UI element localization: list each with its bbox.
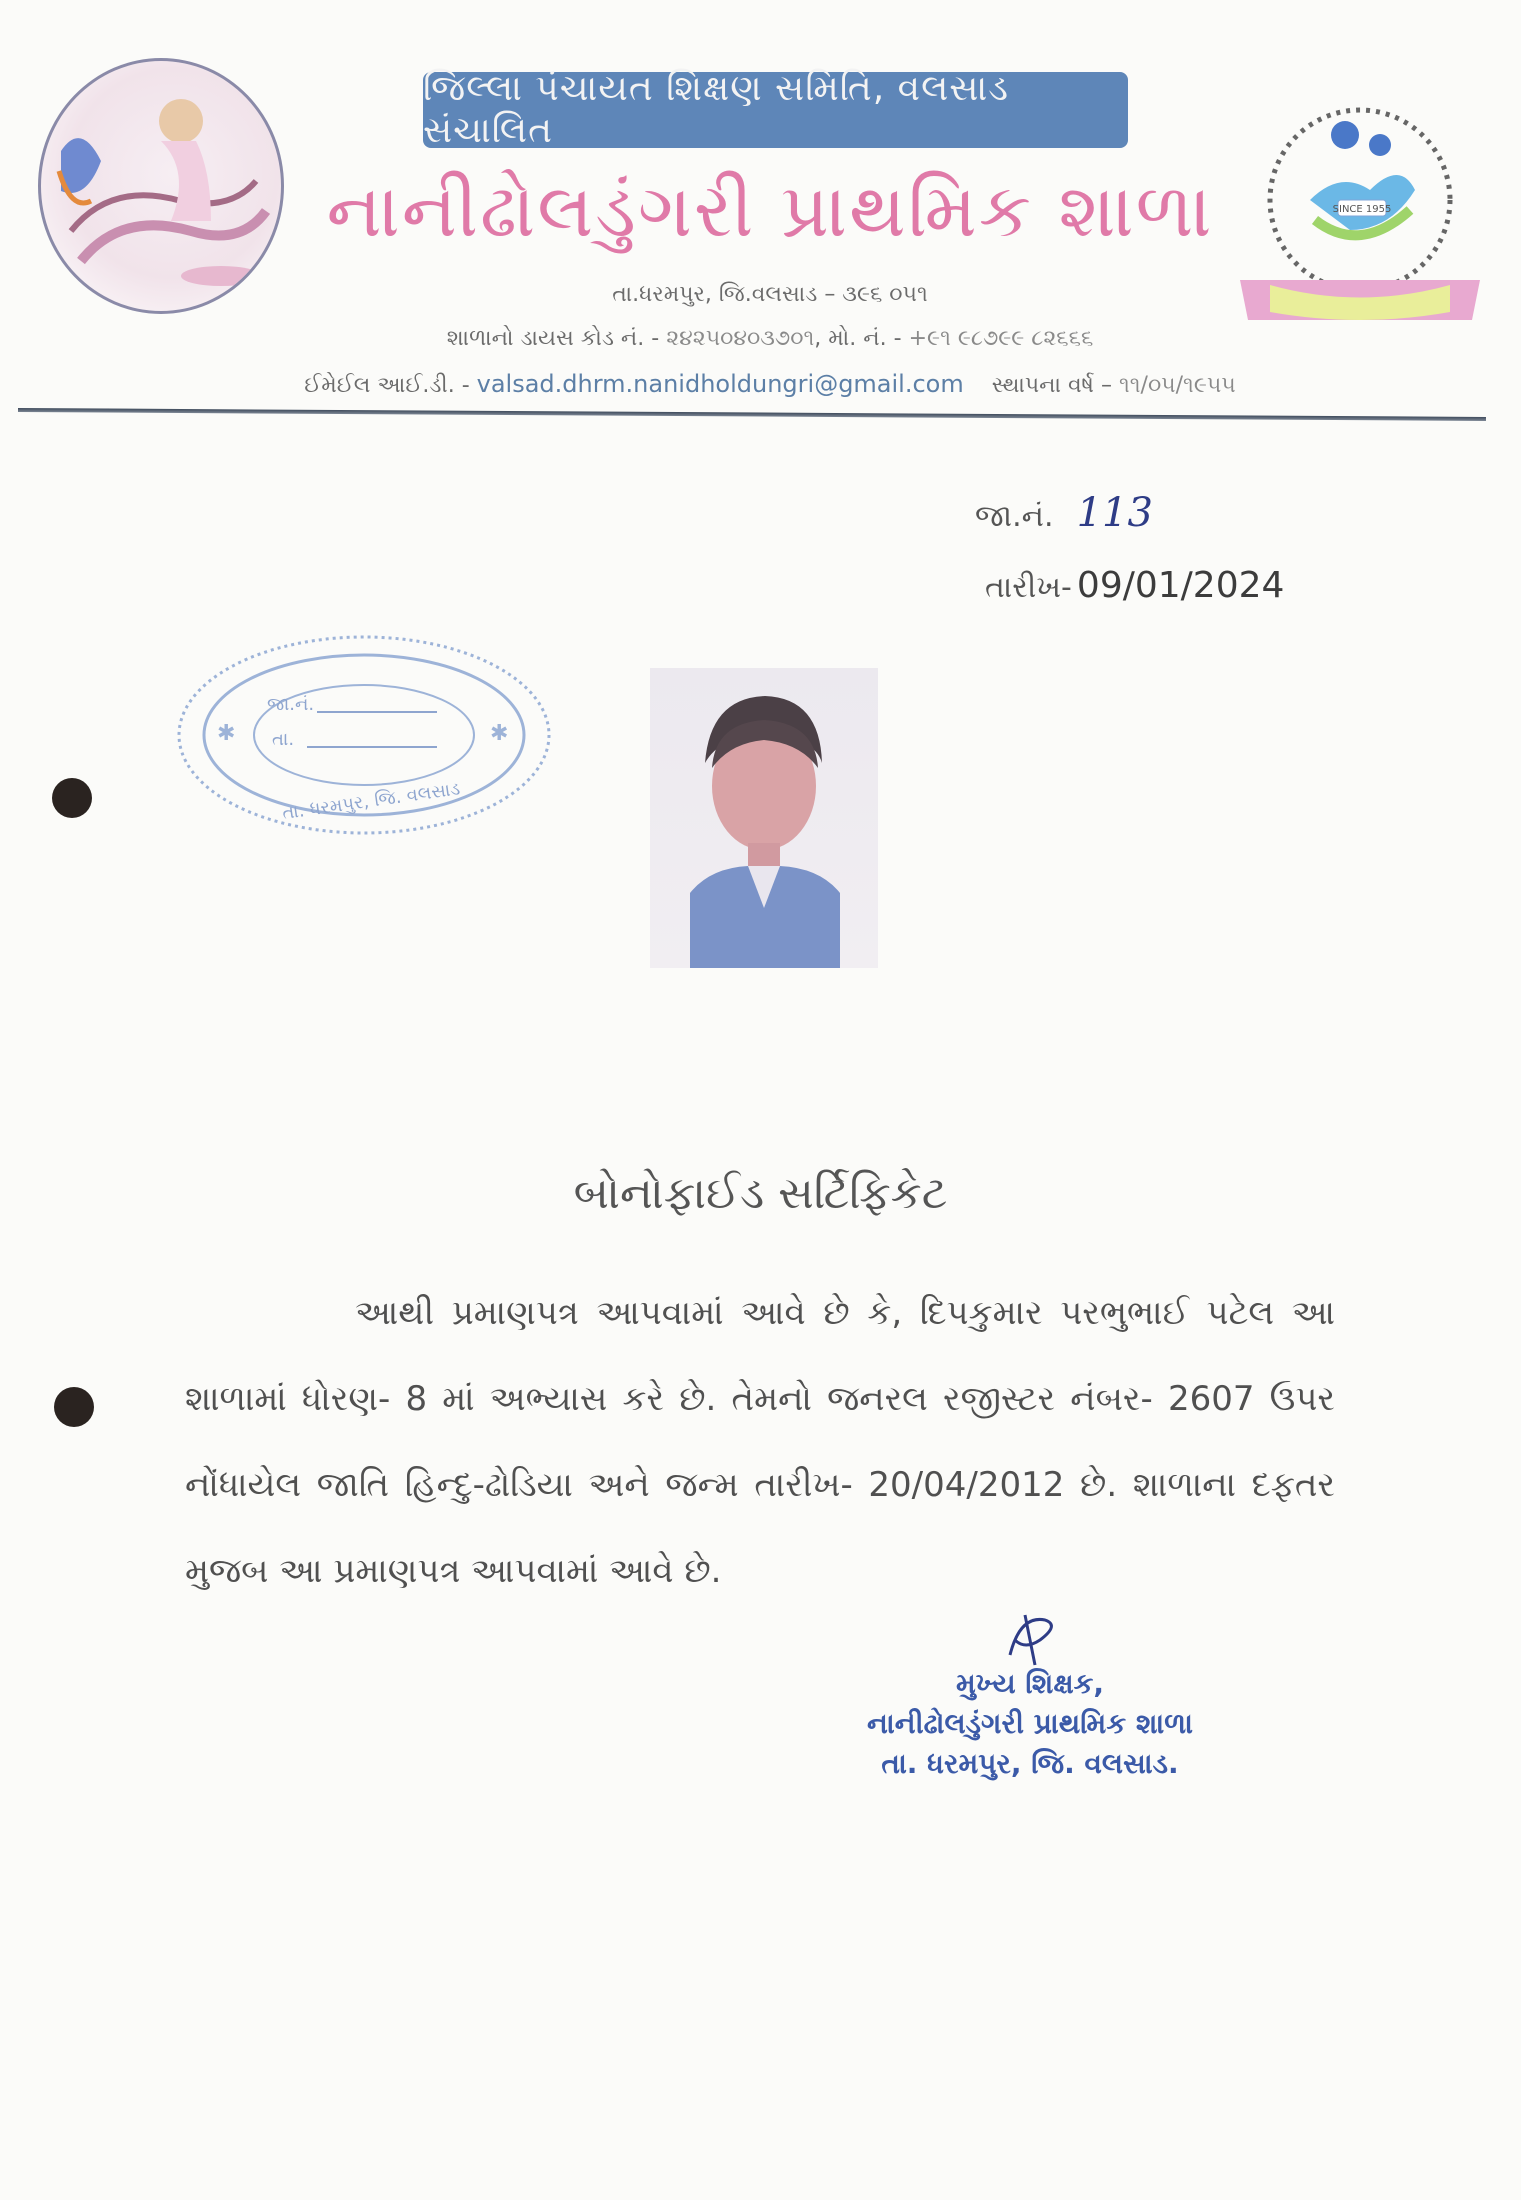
- emblem-since-text: SINCE 1955: [1332, 204, 1392, 215]
- saraswati-logo: [38, 58, 284, 314]
- issue-date: [985, 565, 1284, 606]
- header-divider: [18, 408, 1486, 421]
- svg-text:✱: ✱: [217, 721, 236, 746]
- school-emblem: [1240, 80, 1480, 350]
- signatory-school: નાનીઢોલડુંગરી પ્રાથમિક શાળા: [867, 1707, 1193, 1740]
- founded-year: ૧૧/૦૫/૧૯૫૫: [1118, 373, 1236, 398]
- stamp-ref-label: જા.નં.: [267, 694, 315, 715]
- signatory-title: મુખ્ય શિક્ષક,: [955, 1667, 1105, 1700]
- header-banner: [423, 68, 1128, 151]
- signature-block: [820, 1610, 1240, 1784]
- punch-hole: [52, 778, 92, 818]
- ref-value: 113: [1076, 490, 1153, 536]
- school-stamp: [172, 630, 557, 840]
- email-line: ઈમેઈલ આઈ.ડી. - valsad.dhrm.nanidholdungri@gmail.com સ્થાપના વર્ષ – ૧૧/૦૫/૧૯૫૫: [304, 370, 1236, 398]
- address: તા.ધરમપુર, જિ.વલસાડ – ૩૯૬ ૦૫૧: [612, 282, 928, 307]
- date-label: તારીખ-: [985, 570, 1072, 605]
- contact-line: શાળાનો ડાયસ કોડ નં. - ૨૪૨૫૦૪૦૩૭૦૧, મો. નં. - +૯૧ ૯૮૭૯૯ ૮૨૬૬૬: [446, 326, 1094, 351]
- date-value: 09/01/2024: [1076, 565, 1285, 606]
- email-link[interactable]: valsad.dhrm.nanidholdungri@gmail.com: [476, 370, 964, 398]
- school-name: નાનીઢોલડુંગરી પ્રાથમિક શાળા: [326, 168, 1214, 254]
- address-line: [300, 282, 1240, 307]
- student-photo: [650, 668, 878, 968]
- ref-number: [975, 490, 1153, 536]
- signatory-place: તા. ધરમપુર, જિ. વલસાડ.: [881, 1747, 1179, 1780]
- dise-code: ૨૪૨૫૦૪૦૩૭૦૧: [666, 326, 815, 351]
- punch-hole: [54, 1387, 94, 1427]
- dise-label: શાળાનો ડાયસ કોડ નં.: [446, 326, 645, 351]
- svg-text:✱: ✱: [490, 721, 509, 746]
- email-label: ઈમેઈલ આઈ.ડી.: [304, 373, 455, 398]
- certificate-title: બોનોફાઈડ સર્ટિફિકેટ: [573, 1168, 948, 1219]
- founded-label: સ્થાપના વર્ષ: [991, 373, 1094, 398]
- mobile-number: +૯૧ ૯૮૭૯૯ ૮૨૬૬૬: [908, 326, 1094, 351]
- stamp-date-label: તા.: [272, 729, 295, 750]
- signature-mark: [990, 1610, 1070, 1670]
- ref-label: જા.નં.: [975, 499, 1054, 534]
- certificate-body: આથી પ્રમાણપત્ર આપવામાં આવે છે કે, દિપકુમાર પરભુભાઈ પટેલ આ શાળામાં ધોરણ- 8 માં અભ્યાસ કરે છે. તેમનો જનરલ રજીસ્ટર નંબર- 2607 ઉપર નોંધાયેલ જાતિ હિન્દુ-ઢોડિયા અને જન્મ તારીખ- 20/04/2012 છે. શાળાના દફતર મુજબ આ પ્રમાણપત્ર આપવામાં આવે છે.: [185, 1293, 1335, 1591]
- banner-text: જિલ્લા પંચાયત શિક્ષણ સમિતિ, વલસાડ સંચાલિત: [423, 68, 1010, 151]
- stamp-location: તા. ધરમપુર, જિ. વલસાડ: [280, 778, 462, 825]
- mobile-label: મો. નં.: [828, 326, 887, 351]
